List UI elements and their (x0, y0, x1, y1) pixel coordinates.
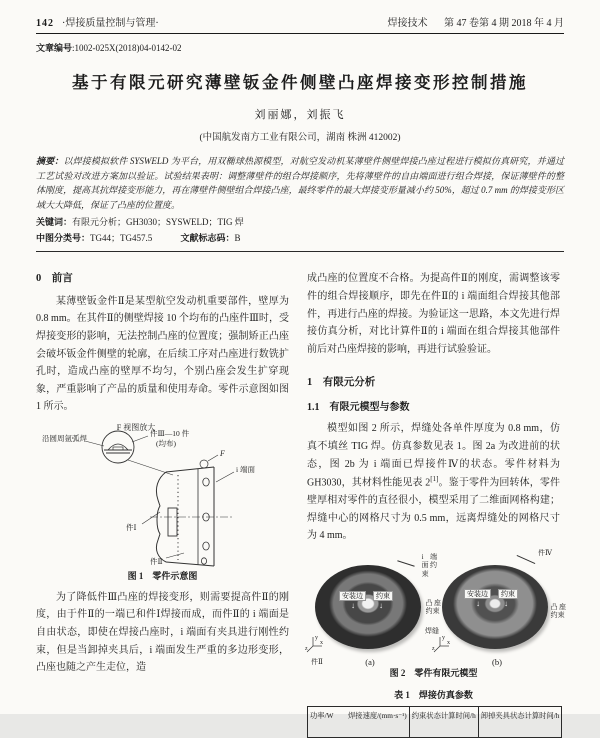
down-arrow-icon: ↓ (379, 600, 383, 610)
fe-model-photo-a (305, 552, 441, 667)
part-schematic-drawing (38, 420, 288, 568)
doc-code-label: 文献标志码： (180, 233, 235, 244)
table-1-col-unclamped-time: 卸掉夹具状态计算时间/h (478, 707, 562, 738)
figure-2 (305, 548, 566, 667)
fig2a-mount-chip: 安装边 (339, 591, 366, 601)
figure-2-caption: 图 2 零件有限元模型 (389, 667, 478, 678)
fig2a-iface-label: i 端面约束 (421, 552, 437, 578)
axes-icon (305, 634, 325, 656)
svg-text:z: z (432, 646, 435, 653)
issue-info: 第 47 卷第 4 期 2018 年 4 月 (444, 18, 564, 29)
fig2a-sublabel: (a) (365, 656, 375, 667)
abstract-label: 摘要： (36, 156, 64, 166)
svg-text:y: y (315, 635, 318, 642)
abstract-text: 以焊接模拟软件 SYSWELD 为平台，用双椭球热源模型，对航空发动机某薄壁件侧壁焊接凸座过程进行模拟仿真研究，并通过工艺试验对改进方案加以验证。试验结果表明：调整薄壁件的组合焊接顺序，先将薄壁件的自由端面进行组合焊接，保证薄壁件的整体刚度，提高其抗焊接变形能力，再在薄壁件侧壁组合焊接凸座，最终零件的最大焊接变形量减小约 50%，超过 0.7 mm 的焊接变形区域大大降低，保证了凸座的位置度。 (36, 156, 564, 210)
svg-text:y: y (442, 635, 445, 642)
down-arrow-icon: ↓ (351, 600, 355, 610)
fig2a-restraint-chip: 约束 (373, 591, 393, 601)
fig2b-boss-label: 凸座约束 (550, 602, 566, 620)
section-1-heading: 1 有限元分析 (307, 377, 376, 389)
axes-icon (432, 634, 452, 656)
page-header (36, 14, 564, 34)
fig1-part2-label: 件Ⅱ (149, 556, 163, 566)
journal-name: 焊接技术 (387, 18, 428, 29)
fig1-part1-label: 件Ⅰ (125, 522, 136, 532)
right-paragraph-1: 成凸座的位置度不合格。为提高件Ⅱ的刚度，需调整该零件的组合焊接顺序，即先在件Ⅱ的 i 端面组合焊接其他部件，再进行凸座的焊接。为验证这一思路，本文先进行焊接仿真分析，对比计算件Ⅱ的 i 端面在组合焊接其他部件前后对凸座焊接的影响，再进行试验验证。 (307, 273, 560, 355)
article-id-line (36, 41, 564, 54)
abstract (36, 154, 564, 212)
fig2b-sublabel: (b) (492, 656, 502, 667)
clc-value: TG44；TG457.5 (90, 233, 153, 244)
fig1-iface-label: i 端面 (235, 464, 255, 474)
fe-model-image-a (315, 565, 421, 649)
table-1 (307, 706, 562, 738)
clc-label: 中图分类号： (36, 233, 91, 244)
right-paragraph-2 (307, 420, 560, 544)
left-column (36, 254, 289, 738)
article-id-value: :1002-025X(2018)04-0142-02 (72, 43, 182, 53)
affiliation: (中国航发南方工业有限公司，湖南 株洲 412002) (199, 133, 401, 143)
right-paragraph-2-text2: 。鉴于零件为回转体，零件壁厚相对零件的直径很小，模型采用了二维面网格构建；焊缝中心的网格尺寸为 0.5 mm，远离焊缝处的网格尺寸为 4 mm。 (307, 477, 560, 542)
down-arrow-icon: ↓ (504, 598, 508, 608)
svg-text:x: x (320, 640, 323, 647)
keywords-text: 有限元分析；GH3030；SYSWELD；TIG 焊 (72, 217, 244, 228)
fig2a-weld-label: 焊缝 (425, 626, 439, 635)
keywords-line (36, 215, 564, 228)
svg-text:x: x (447, 640, 450, 647)
table-1-col-power-speed: 功率/W 焊接速度/(mm·s⁻¹) (308, 707, 410, 738)
leader-line (397, 560, 414, 566)
header-right (374, 14, 565, 29)
clc-line (36, 231, 564, 244)
figure-1 (36, 420, 289, 585)
fig2b-mount-chip: 安装边 (464, 589, 491, 599)
table-1-col-restrained-time: 约束状态计算时间/h (409, 707, 478, 738)
fig1-part3-label2: (均布) (155, 438, 176, 448)
column-name: ·焊接质量控制与管理· (62, 18, 159, 29)
table-row (308, 707, 562, 738)
fig2a-boss-label: 凸座约束 (425, 598, 441, 616)
authors: 刘丽娜，刘振飞 (254, 109, 346, 121)
fig2b-restraint-chip: 约束 (498, 589, 518, 599)
fig1-weld-label: 沿圆周氩弧焊 (41, 433, 87, 443)
doc-code-value: B (234, 233, 241, 244)
right-paragraph-2-text1: 模型如图 2 所示，焊缝处各单件厚度为 0.8 mm，仿真不填丝 TIG 焊。仿真参数见表 1。图 2a 为改进前的状态，图 2b 为 i 端面已焊接件Ⅳ的状态。零件材料为 GH3030，其材料性能见表 2 (307, 423, 560, 489)
svg-text:z: z (305, 646, 308, 653)
section-1-1-heading: 1.1 有限元模型与参数 (307, 401, 410, 413)
right-column (305, 254, 566, 738)
paper-title: 基于有限元研究薄壁钣金件侧壁凸座焊接变形控制措施 (72, 73, 528, 92)
header-left (36, 14, 159, 29)
article-id-label: 文章编号 (36, 43, 73, 53)
header-divider (36, 251, 564, 252)
fig2b-part4-label: 件Ⅳ (538, 548, 552, 557)
page-number: 142 (36, 18, 54, 29)
down-arrow-icon: ↓ (476, 598, 480, 608)
fig1-f-label: F (219, 448, 225, 458)
left-paragraph-2: 为了降低件Ⅲ凸座的焊接变形，则需要提高件Ⅱ的刚度，由于件Ⅱ的一端已和件Ⅰ焊接而成，而件Ⅱ的 i 端面是自由状态，即使在焊接凸座时，i 端面有夹具进行刚性约束，但是当卸掉夹具后，i 端面发生严重的多边形变形，凸座也随之产生走位，造 (36, 591, 289, 674)
section-0-heading: 0 前言 (36, 273, 73, 285)
citation-ref: [1] (430, 475, 439, 484)
body-columns (36, 254, 564, 738)
figure-1-caption: 图 1 零件示意图 (127, 570, 198, 581)
fig1-detail-view-label: F 视图放大 (116, 422, 155, 432)
left-paragraph-1: 某薄壁钣金件Ⅱ是某型航空发动机重要部件，壁厚为 0.8 mm。在其件Ⅱ的侧壁焊接 10 个均布的凸座件Ⅲ时，受焊接变形的影响，无法控制凸座的位置度；强制矫正凸座会破坏钣金件侧壁的轮廓，在后续工序对凸座进行数铣扩孔时，造成凸座的壁厚不均匀，个别凸座会发生扩穿现象，严重影响了产品的质量和使用寿命。零件示意图如图 1 所示。 (36, 295, 289, 413)
fig2a-part2-label: 件Ⅱ (311, 658, 323, 667)
leader-line (517, 555, 536, 564)
fe-model-image-b (442, 565, 548, 649)
fig1-part3-label: 件Ⅲ—10 件 (149, 428, 189, 438)
table-1-caption: 表 1 焊接仿真参数 (394, 689, 473, 700)
keywords-label: 关键词： (36, 217, 73, 228)
